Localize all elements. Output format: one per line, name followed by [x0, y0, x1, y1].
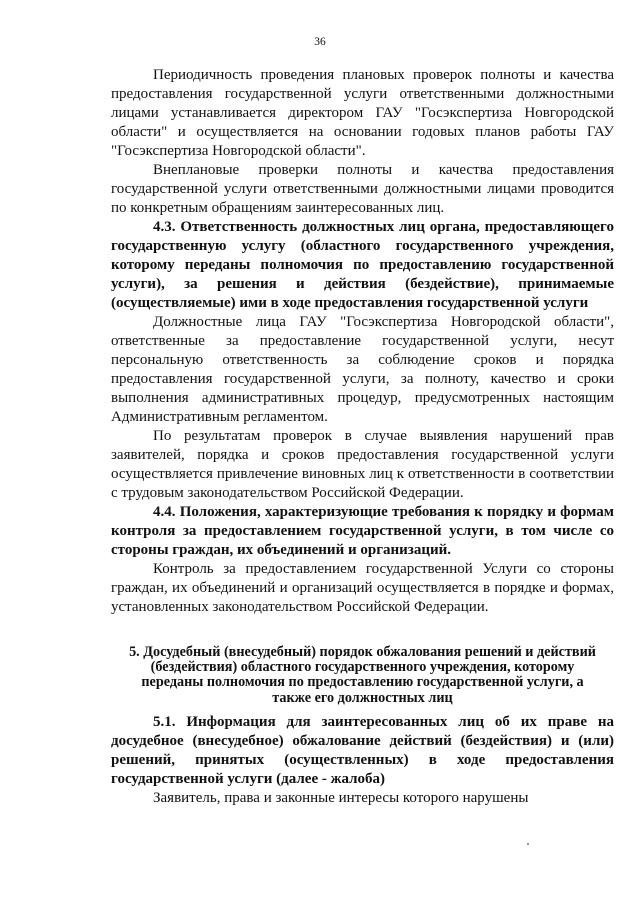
document-body	[111, 66, 614, 808]
section-heading-5-1: 5.1. Информация для заинтересованных лиц об их праве на досудебное (внесудебное) обжалование действий (бездействия) и (или) решений, принятых (осуществленных) в ходе предоставления государственной услуги (далее - жалоба)	[111, 713, 614, 787]
paragraph-unscheduled-inspections: Внеплановые проверки полноты и качества предоставления государственной услуги ответственными должностными лицами проводится по конкретным обращениям заинтересованных лиц.	[111, 162, 614, 216]
paragraph-applicant: Заявитель, права и законные интересы которого нарушены	[153, 789, 529, 806]
paragraph-inspection-results: По результатам проверок в случае выявления нарушений прав заявителей, порядка и сроков предоставления государственной услуги осуществляется привлечение виновных лиц к ответственности в соответствии с трудовым законодательством Российской Федерации.	[111, 428, 614, 501]
paragraph-public-control: Контроль за предоставлением государственной Услуги со стороны граждан, их объединений и организаций осуществляется в порядке и формах, установленных законодательством Российской Федерации.	[111, 561, 614, 615]
page-number: 36	[314, 36, 326, 48]
section-heading-4-4: 4.4. Положения, характеризующие требования к порядку и формам контроля за предоставлением государственной услуги, в том числе со стороны граждан, их объединений и организаций.	[111, 504, 614, 558]
paragraph-inspection-frequency: Периодичность проведения плановых проверок полноты и качества предоставления государственной услуги ответственными должностными лицами устанавливается директором ГАУ "Госэкспертиза Новгородской области" и осуществляется на основании годовых планов работы ГАУ "Госэкспертиза Новгородской области".	[111, 67, 614, 159]
section-heading-4-3: 4.3. Ответственность должностных лиц органа, предоставляющего государственную услугу (областного государственного учреждения, которому переданы полномочия по предоставлению государственной услуги), за решения и действия (бездействие), принимаемые (осуществляемые) ими в ходе предоставления государственной услуги	[111, 219, 614, 311]
scan-speck	[527, 843, 529, 845]
paragraph-officials-responsibility: Должностные лица ГАУ "Госэкспертиза Новгородской области", ответственные за предоставление государственной услуги, несут персональную ответственность за соблюдение сроков и порядка предоставления государственной услуги, за полноту, качество и сроки выполнения административных процедур, предусмотренных настоящим Административным регламентом.	[111, 314, 614, 425]
section-heading-5: 5. Досудебный (внесудебный) порядок обжалования решений и действий (бездействия) областного государственного учреждения, которому переданы полномочия по предоставлению государственной услуги, а также его должностных лиц	[129, 644, 596, 706]
